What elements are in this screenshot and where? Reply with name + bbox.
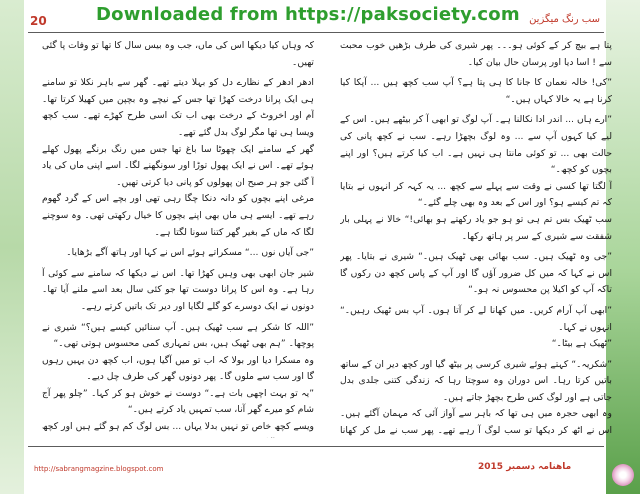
paragraph: ویسے کچھ خاص تو نہیں بدلا یہاں ... بس لوگ کم ہو گئے ہیں اور کچھ <box>42 421 314 433</box>
paragraph: وہ ابھی حجرہ میں ہی تھا کہ باہر سے آواز آئی کہ مہمان آگئے ہیں۔ اس نے اٹھ کر دیکھا تو سب لوگ آ رہے تھے۔ پھر سب نے مل کر کھانا <box>340 408 612 437</box>
paragraph: ”ارے ہاں ... اندر ادا نکالنا ہے۔ آپ لوگ تو ابھی آ کر بیٹھے ہیں۔ اس کے لیے کیا کہوں آپ سے ... وہ لوگ بچھڑا رہے۔ سب نے کچھ پانی کی حالت بھی ... تو کوئی مانتا ہی نہیں ہے۔ اب کیا کرتے ہیں؟ اور اپنے بچوں کو کچھ۔“ <box>340 114 612 176</box>
paragraph: کہ وہاں کیا دیکھا اس کی ماں، جب وہ بیس سال کا تھا تو وفات پا گئی تھیں۔ <box>42 40 314 68</box>
footer-divider <box>28 446 604 447</box>
paragraph: ”ٹھیک ہے بیٹا۔“ <box>551 338 612 350</box>
paragraph: ”جی وہ ٹھیک ہیں۔ سب بھائی بھی ٹھیک ہیں۔“ شیری نے بتایا۔ پھر اس نے کہا کہ میں کل ضرور آؤں گا اور آپ کے پاس کچھ دن رکوں گا تاکہ آپ کو اکیلا پن محسوس نہ ہو۔“ <box>340 251 612 296</box>
paragraph: سب ٹھیک بس تم ہی تو ہو جو یاد رکھتے ہو بھائی!“ خالا نے پہلی بار شفقت سے شیری کے سر پر ہاتھ رکھا۔ <box>340 213 612 242</box>
paragraph: ادھر ادھر کے نظارے دل کو بہلا دیتے تھے۔ گھر سے باہر نکلا تو سامنے ہی ایک پرانا درخت کھڑا تھا جس کے نیچے وہ بچپن میں کھیلا کرتا تھا۔ آم اور اخروٹ کے درخت بھی اب تک اسی طرح کھڑے تھے۔ سب کچھ ویسا ہی تھا مگر لوگ بدل گئے تھے۔ <box>42 77 314 138</box>
paragraph: گھر کے سامنے ایک چھوٹا سا باغ تھا جس میں رنگ برنگے پھول کھلے ہوئے تھے۔ اس نے ایک پھول توڑا اور سونگھنے لگا۔ اسے اپنی ماں کی یاد آ گئی جو ہر صبح ان پھولوں کو پانی دیا کرتی تھیں۔ <box>42 143 314 188</box>
paragraph: آ لگتا تھا کسی نے وقت سے پہلے سے کچھ ... یہ کہہ کر انہوں نے بتایا کہ تم کیسے ہو؟ اور اس کے بعد وہ بھی چلے گئے۔“ <box>340 180 612 209</box>
paragraph: ”کی! خالہ نعمان کا جانا کا ہی پتا ہے؟ آپ سب کچھ ہیں ... آپکا کیا کرنا ہے یہ خالا کہاں ہیں۔“ <box>340 77 612 105</box>
page-number: 20 <box>30 14 47 28</box>
header-divider <box>28 32 604 33</box>
paragraph: ”ابھی آپ آرام کریں۔ میں کھانا لے کر آتا ہوں۔ آپ بس ٹھیک رہیں۔“ انہوں نے کہا۔ <box>340 304 612 333</box>
footer-blog-link[interactable]: http://sabrangmagzine.blogspot.com <box>34 465 164 473</box>
paragraph: پتا ہے بیچ کر کے کوئی ہو۔۔۔ پھر شیری کی طرف بڑھیں خوب محبت سے ! اسا دیا اور پرسان حال بیان کیا۔ <box>340 40 612 68</box>
text-column-left <box>42 38 314 438</box>
download-banner[interactable]: Downloaded from https://paksociety.com <box>96 4 520 25</box>
paragraph: ”جی آیاں نوں ...“ مسکراتے ہوئے اس نے کہا اور ہاتھ آگے بڑھایا۔ <box>66 247 314 259</box>
flower-ornament-icon <box>612 464 634 486</box>
paragraph: ”یہ تو بہت اچھی بات ہے۔“ دوست نے خوش ہو کر کہا۔ ”چلو پھر آج شام کو میرے گھر آنا، سب تمہیں یاد کرتے ہیں۔“ <box>42 387 314 416</box>
paragraph: وہ مسکرا دیا اور بولا کہ اب تو میں آگیا ہوں، اب کچھ دن یہیں رہوں گا اور سب سے ملوں گا۔ پھر دونوں گھر کی طرف چل دیے۔ <box>42 354 314 383</box>
left-decorative-strip <box>0 0 24 494</box>
paragraph: ”اللہ کا شکر ہے سب ٹھیک ہیں۔ آپ سنائیں کیسے ہیں؟“ شیری نے پوچھا۔ ”ہم بھی ٹھیک ہیں، بس تمہاری کمی محسوس ہوتی تھی۔“ <box>42 321 314 350</box>
paragraph: شیر جان ابھی بھی وہیں کھڑا تھا۔ اس نے دیکھا کہ سامنے سے کوئی آ رہا ہے۔ وہ اس کا پرانا دوست تھا جو کئی سال بعد اسے ملنے آیا تھا۔ دونوں نے ایک دوسرے کو گلے لگایا اور دیر تک باتیں کرتے رہے۔ <box>42 267 314 312</box>
footer-issue-label: ماهنامہ دسمبر 2015 <box>478 462 572 472</box>
paragraph: مرغی اپنے بچوں کو دانہ دنکا چگا رہی تھی اور بچے اس کے گرد گھوم رہے تھے۔ ایسے ہی ماں بھی اپنے بچوں کا خیال رکھتی تھی۔ وہ سوچنے لگا کہ ماں کے بغیر گھر کتنا سونا لگتا ہے۔ <box>42 193 314 238</box>
text-column-right <box>340 38 612 438</box>
magazine-name: سب رنگ میگزین <box>529 14 600 25</box>
paragraph: ”شکریہ۔“ کہتے ہوئے شیری کرسی پر بیٹھ گیا اور کچھ دیر ان کے ساتھ باتیں کرتا رہا۔ اس دوران وہ سوچتا رہا کہ زندگی کتنی جلدی بدل جاتی ہے اور لوگ کس طرح بچھڑ جاتے ہیں۔ <box>340 358 612 403</box>
